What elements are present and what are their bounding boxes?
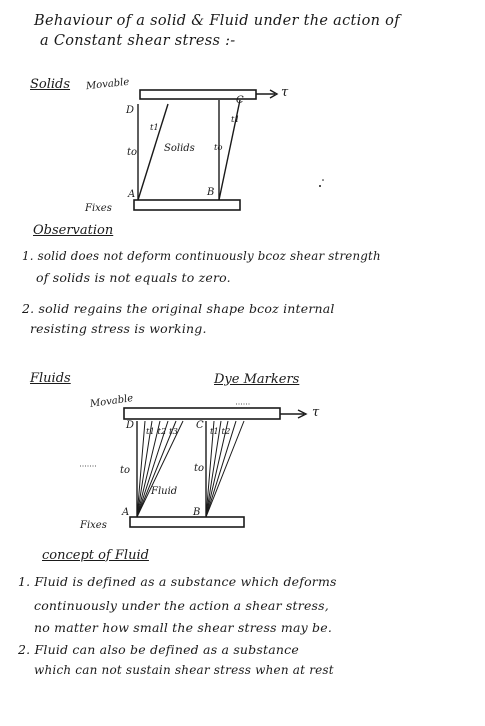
solids-t1-right: t1 (231, 115, 240, 125)
solids-B: B (207, 187, 215, 198)
fluids-t-left: t1 t2 t3 (146, 427, 178, 437)
solids-inside-label: Solids (164, 143, 195, 154)
title-line-1: Behaviour of a solid & Fluid under the action of (34, 13, 400, 29)
title-line-2: a Constant shear stress :- (40, 33, 236, 49)
concept-point-1-line-3: no matter how small the shear stress may be. (34, 620, 333, 635)
fluids-dye-markers: Dye Markers (214, 372, 300, 387)
fluids-C: C (196, 420, 204, 431)
concept-point-1-line-1: 1. Fluid is defined as a substance which deforms (18, 574, 337, 589)
solids-C: C (236, 95, 244, 106)
observation-point-1-line-1: 1. solid does not deform continuously bcoz shear strength (22, 249, 381, 263)
fluids-t0-right: to (194, 463, 205, 474)
solids-movable-label: Movable (85, 76, 130, 93)
fluids-B: B (193, 507, 201, 518)
fluids-tau: τ (312, 405, 320, 420)
solids-tau: τ (281, 85, 289, 100)
fluids-heading: Fluids (30, 371, 71, 386)
fluids-A: A (122, 507, 130, 518)
concept-point-1-line-2: continuously under the action a shear stress, (34, 598, 329, 613)
solids-heading: Solids (30, 77, 71, 92)
observation-point-1-line-2: of solids is not equals to zero. (36, 270, 231, 285)
observation-point-2-line-1: 2. solid regains the original shape bcoz internal (22, 301, 335, 316)
solids-A: A (128, 189, 136, 200)
observation-heading: Observation (33, 223, 114, 238)
observation-point-2-line-2: resisting stress is working. (30, 321, 207, 336)
solids-D: D (126, 105, 135, 116)
fluids-t-right: t1 t2 (210, 427, 231, 437)
fluids-D: D (126, 420, 135, 431)
solids-fixed-label: Fixes (85, 203, 112, 214)
solids-t0-right: to (214, 143, 223, 153)
fluids-t0-left: to (120, 465, 131, 476)
fluids-inside-label: Fluid (151, 486, 178, 497)
concept-heading: concept of Fluid (42, 548, 149, 563)
concept-point-2-line-1: 2. Fluid can also be defined as a substance (18, 642, 299, 657)
solids-t1-left: t1 (150, 123, 159, 133)
fluids-movable-label: Movable (89, 393, 134, 410)
concept-point-2-line-2: which can not sustain shear stress when at rest (34, 663, 334, 677)
solids-t0-left: to (127, 147, 138, 158)
fluids-fixed-label: Fixes (80, 520, 107, 531)
